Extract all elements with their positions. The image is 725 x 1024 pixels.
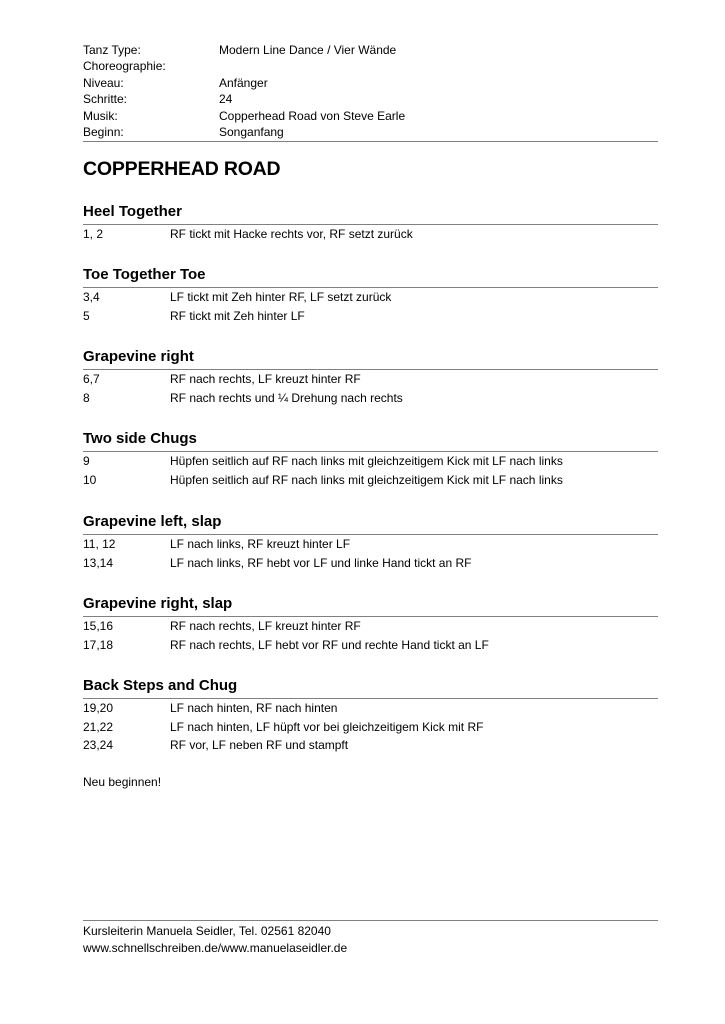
info-row-start bbox=[83, 124, 658, 140]
info-row-steps bbox=[83, 91, 658, 107]
header-divider bbox=[83, 141, 658, 142]
step-section bbox=[83, 347, 658, 408]
step-row bbox=[83, 536, 658, 555]
step-count: 3,4 bbox=[83, 290, 100, 304]
step-description: LF nach links, RF kreuzt hinter LF bbox=[170, 537, 351, 551]
info-label: Musik: bbox=[83, 108, 118, 123]
step-description: RF tickt mit Zeh hinter LF bbox=[170, 308, 305, 323]
section-heading: Grapevine right, slap bbox=[83, 595, 233, 612]
section-divider bbox=[83, 698, 658, 699]
info-value: 24 bbox=[219, 92, 233, 107]
section-divider bbox=[83, 369, 658, 370]
footer bbox=[83, 920, 658, 957]
step-row bbox=[83, 226, 658, 245]
step-description: RF nach rechts, LF hebt vor RF und rechte Hand tickt an LF bbox=[170, 637, 489, 652]
info-label: Schritte: bbox=[83, 92, 128, 107]
step-count: 21,22 bbox=[83, 719, 114, 734]
step-row bbox=[83, 390, 658, 409]
step-count: 13,14 bbox=[83, 555, 114, 570]
step-row bbox=[83, 737, 658, 756]
section-divider bbox=[83, 616, 658, 617]
info-label: Choreographie: bbox=[83, 59, 166, 74]
dance-info bbox=[83, 42, 658, 140]
section-heading: Grapevine right bbox=[83, 348, 194, 365]
step-count: 9 bbox=[83, 454, 90, 468]
section-heading: Heel Together bbox=[83, 203, 182, 220]
step-count: 11, 12 bbox=[83, 537, 116, 551]
step-count: 17,18 bbox=[83, 637, 114, 652]
step-count: 1, 2 bbox=[83, 227, 104, 241]
document-page bbox=[83, 0, 658, 1024]
step-section bbox=[83, 512, 658, 573]
step-description: LF nach hinten, LF hüpft vor bei gleichzeitigem Kick mit RF bbox=[170, 719, 484, 734]
info-row-music bbox=[83, 108, 658, 124]
step-row bbox=[83, 700, 658, 719]
step-row bbox=[83, 308, 658, 327]
step-row bbox=[83, 719, 658, 738]
section-divider bbox=[83, 224, 658, 225]
step-section bbox=[83, 202, 658, 245]
step-count: 23,24 bbox=[83, 738, 114, 752]
step-count: 5 bbox=[83, 308, 90, 323]
section-heading: Two side Chugs bbox=[83, 430, 197, 447]
dance-title: COPPERHEAD ROAD bbox=[83, 158, 281, 180]
step-description: LF tickt mit Zeh hinter RF, LF setzt zurück bbox=[170, 290, 392, 304]
step-section bbox=[83, 265, 658, 326]
info-label: Beginn: bbox=[83, 124, 124, 139]
step-count: 10 bbox=[83, 472, 97, 487]
step-description: LF nach links, RF hebt vor LF und linke Hand tickt an RF bbox=[170, 555, 472, 570]
info-value: Copperhead Road von Steve Earle bbox=[219, 108, 406, 123]
step-row bbox=[83, 289, 658, 308]
info-label: Niveau: bbox=[83, 75, 124, 90]
info-row-level bbox=[83, 75, 658, 91]
restart-note: Neu beginnen! bbox=[83, 775, 162, 789]
footer-divider bbox=[83, 920, 658, 921]
section-divider bbox=[83, 534, 658, 535]
info-label: Tanz Type: bbox=[83, 43, 141, 57]
step-description: Hüpfen seitlich auf RF nach links mit gleichzeitigem Kick mit LF nach links bbox=[170, 472, 563, 487]
info-row-type bbox=[83, 42, 658, 58]
section-heading: Grapevine left, slap bbox=[83, 513, 222, 530]
step-row bbox=[83, 637, 658, 656]
step-row bbox=[83, 371, 658, 390]
step-count: 19,20 bbox=[83, 701, 114, 715]
footer-websites: www.schnellschreiben.de/www.manuelaseidler.de bbox=[83, 941, 348, 955]
step-row bbox=[83, 472, 658, 491]
step-row bbox=[83, 453, 658, 472]
step-description: Hüpfen seitlich auf RF nach links mit gleichzeitigem Kick mit LF nach links bbox=[170, 454, 563, 468]
info-value: Songanfang bbox=[219, 124, 284, 139]
step-section bbox=[83, 676, 658, 756]
step-row bbox=[83, 618, 658, 637]
step-section bbox=[83, 429, 658, 490]
section-heading: Toe Together Toe bbox=[83, 266, 206, 283]
section-divider bbox=[83, 287, 658, 288]
info-value: Modern Line Dance / Vier Wände bbox=[219, 43, 397, 57]
step-description: RF nach rechts, LF kreuzt hinter RF bbox=[170, 372, 361, 386]
step-description: RF nach rechts und ¼ Drehung nach rechts bbox=[170, 390, 403, 405]
step-count: 8 bbox=[83, 390, 90, 405]
step-description: RF nach rechts, LF kreuzt hinter RF bbox=[170, 619, 361, 633]
info-value: Anfänger bbox=[219, 75, 268, 90]
step-description: LF nach hinten, RF nach hinten bbox=[170, 701, 338, 715]
section-heading: Back Steps and Chug bbox=[83, 677, 238, 694]
footer-contact: Kursleiterin Manuela Seidler, Tel. 02561 82040 bbox=[83, 924, 331, 938]
step-row bbox=[83, 555, 658, 574]
step-count: 6,7 bbox=[83, 372, 100, 386]
step-description: RF tickt mit Hacke rechts vor, RF setzt zurück bbox=[170, 227, 413, 241]
info-row-choreography bbox=[83, 58, 658, 74]
section-divider bbox=[83, 451, 658, 452]
step-section bbox=[83, 594, 658, 655]
step-count: 15,16 bbox=[83, 619, 114, 633]
step-description: RF vor, LF neben RF und stampft bbox=[170, 738, 349, 752]
